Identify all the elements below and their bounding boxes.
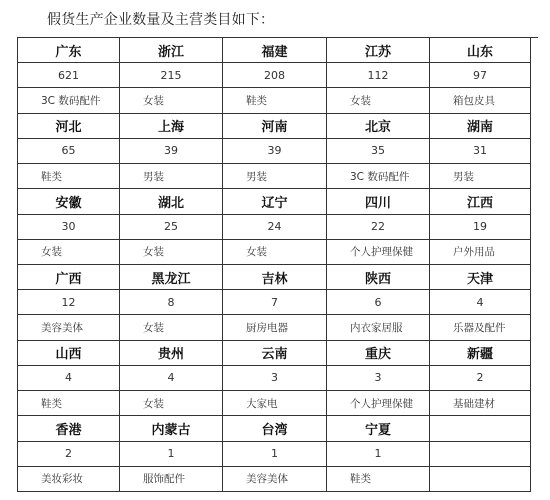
province-cell: 山西 [18,341,120,366]
count-cell: 1 [327,442,430,467]
count-cell: 6 [327,290,430,315]
province-cell: 内蒙古 [120,416,223,441]
province-cell: 安徽 [18,189,120,214]
province-cell: 河北 [18,114,120,139]
count-cell: 39 [223,139,327,164]
province-cell: 福建 [223,38,327,63]
count-cell: 7 [223,290,327,315]
empty-cell [430,442,531,467]
category-cell: 女装 [120,391,223,416]
count-cell: 97 [430,63,531,88]
count-cell: 25 [120,215,223,240]
province-cell: 河南 [223,114,327,139]
count-cell: 12 [18,290,120,315]
count-cell: 35 [327,139,430,164]
count-cell: 39 [120,139,223,164]
category-cell: 女装 [18,240,120,265]
category-cell: 基础建材 [430,391,531,416]
count-cell: 3 [327,366,430,391]
category-cell: 厨房电器 [223,315,327,340]
category-cell: 女装 [120,88,223,113]
province-cell: 浙江 [120,38,223,63]
category-cell: 男装 [430,164,531,189]
province-cell: 辽宁 [223,189,327,214]
count-cell: 31 [430,139,531,164]
province-cell: 江西 [430,189,531,214]
category-cell: 男装 [120,164,223,189]
count-cell: 24 [223,215,327,240]
province-cell: 江苏 [327,38,430,63]
province-cell: 台湾 [223,416,327,441]
category-cell: 乐器及配件 [430,315,531,340]
category-cell: 美容美体 [18,315,120,340]
category-cell: 3C 数码配件 [327,164,430,189]
count-cell: 1 [223,442,327,467]
count-cell: 22 [327,215,430,240]
province-cell: 吉林 [223,265,327,290]
province-cell: 北京 [327,114,430,139]
province-cell: 天津 [430,265,531,290]
count-cell: 2 [430,366,531,391]
category-cell: 鞋类 [223,88,327,113]
province-cell: 陕西 [327,265,430,290]
page-heading: 假货生产企业数量及主营类目如下： [47,12,275,28]
count-cell: 3 [223,366,327,391]
province-cell: 宁夏 [327,416,430,441]
count-cell: 208 [223,63,327,88]
count-cell: 4 [120,366,223,391]
count-cell: 621 [18,63,120,88]
category-cell: 男装 [223,164,327,189]
category-cell: 个人护理保健 [327,391,430,416]
province-cell: 广东 [18,38,120,63]
category-cell: 鞋类 [18,391,120,416]
count-cell: 1 [120,442,223,467]
category-cell: 服饰配件 [120,467,223,492]
province-cell: 香港 [18,416,120,441]
province-cell: 贵州 [120,341,223,366]
counterfeit-producers-table [17,37,538,492]
category-cell: 女装 [120,315,223,340]
count-cell: 4 [430,290,531,315]
count-cell: 8 [120,290,223,315]
count-cell: 112 [327,63,430,88]
category-cell: 箱包皮具 [430,88,531,113]
count-cell: 19 [430,215,531,240]
count-cell: 215 [120,63,223,88]
category-cell: 女装 [327,88,430,113]
category-cell: 内衣家居服 [327,315,430,340]
province-cell: 黑龙江 [120,265,223,290]
count-cell: 30 [18,215,120,240]
empty-cell [430,467,531,492]
category-cell: 女装 [223,240,327,265]
category-cell: 美妆彩妆 [18,467,120,492]
category-cell: 户外用品 [430,240,531,265]
category-cell: 美容美体 [223,467,327,492]
province-cell: 湖南 [430,114,531,139]
count-cell: 4 [18,366,120,391]
province-cell: 新疆 [430,341,531,366]
province-cell: 重庆 [327,341,430,366]
category-cell: 女装 [120,240,223,265]
category-cell: 鞋类 [18,164,120,189]
province-cell: 山东 [430,38,531,63]
category-cell: 3C 数码配件 [18,88,120,113]
province-cell: 云南 [223,341,327,366]
category-cell: 鞋类 [327,467,430,492]
province-cell: 上海 [120,114,223,139]
province-cell: 广西 [18,265,120,290]
category-cell: 个人护理保健 [327,240,430,265]
count-cell: 65 [18,139,120,164]
category-cell: 大家电 [223,391,327,416]
province-cell: 湖北 [120,189,223,214]
count-cell: 2 [18,442,120,467]
province-cell: 四川 [327,189,430,214]
empty-cell [430,416,531,441]
